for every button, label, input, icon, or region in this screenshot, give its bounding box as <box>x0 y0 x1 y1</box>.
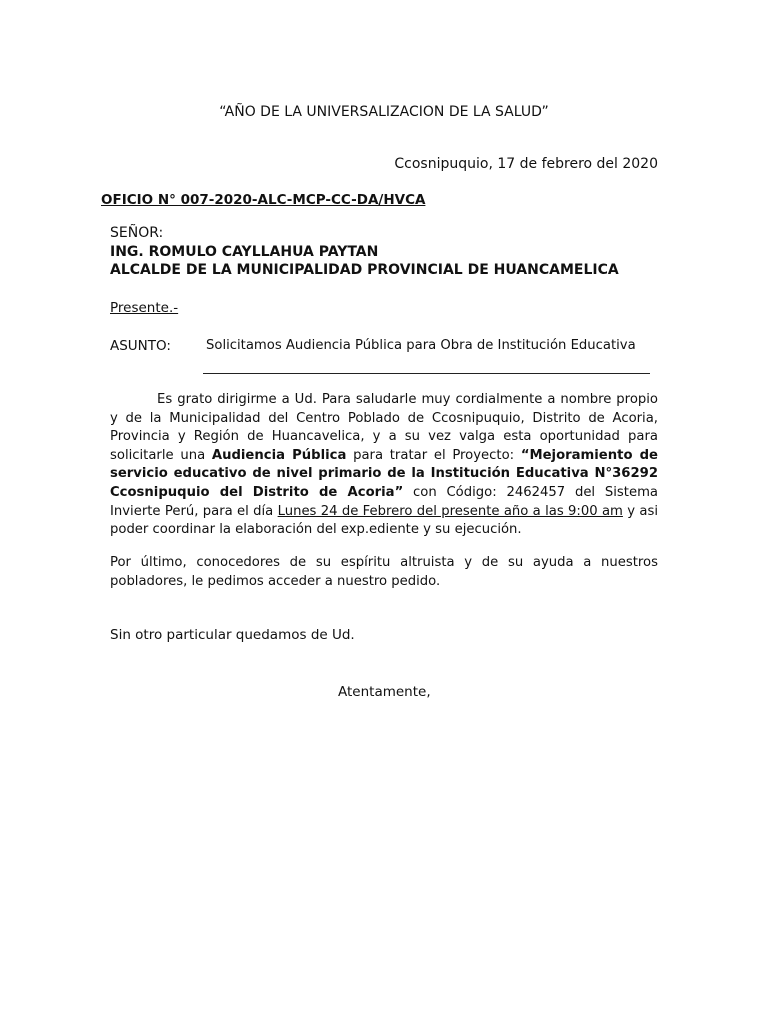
closing-line: Sin otro particular quedamos de Ud. <box>110 627 355 643</box>
recipient-title: ALCALDE DE LA MUNICIPALIDAD PROVINCIAL DE HUANCAMELICA <box>110 262 619 278</box>
presente-line: Presente.- <box>110 300 179 316</box>
body-paragraph-2: Por último, conocedores de su espíritu altruista y de su ayuda a nuestros pobladores, le pedimos acceder a nuestro pedido. <box>110 555 658 589</box>
recipient-name: ING. ROMULO CAYLLAHUA PAYTAN <box>110 244 379 260</box>
p1-project-name: “Mejoramiento de servicio educativo de nivel primario de la Institución Educativa N°36292 Ccosnipuquio del Distrito de Acoria” <box>110 447 659 500</box>
body-paragraph-1 <box>110 391 658 540</box>
asunto-text: Solicitamos Audiencia Pública para Obra de Institución Educativa <box>206 338 636 353</box>
oficio-number: OFICIO N° 007-2020-ALC-MCP-CC-DA/HVCA <box>101 192 426 208</box>
year-motto: “AÑO DE LA UNIVERSALIZACION DE LA SALUD” <box>219 104 549 120</box>
p1-text-e: con Código: 2462457 del Sistema Invierte Perú, para el día <box>110 484 658 519</box>
p1-text-c: para tratar el Proyecto: <box>346 447 521 463</box>
p1-text-a: Es grato dirigirme a Ud. Para saludarle muy cordialmente a nombre propio y de la Municipalidad del Centro Poblado de Ccosnipuquio, Distrito de Acoria, Provincia y Región de Huancavelica, y a su vez valga esta oportunidad para solicitarle una <box>110 392 658 463</box>
place-date: Ccosnipuquio, 17 de febrero del 2020 <box>394 156 658 172</box>
recipient-salutation: SEÑOR: <box>110 225 164 241</box>
asunto-label: ASUNTO: <box>110 338 171 354</box>
closing-atentamente: Atentamente, <box>338 684 431 700</box>
p1-meeting-date: Lunes 24 de Febrero del presente año a las 9:00 am <box>277 503 623 519</box>
asunto-underline <box>203 373 650 374</box>
p1-text-g: y asi poder coordinar la elaboración del exp.ediente y su ejecución. <box>110 503 658 538</box>
p1-audiencia: Audiencia Pública <box>211 447 347 463</box>
